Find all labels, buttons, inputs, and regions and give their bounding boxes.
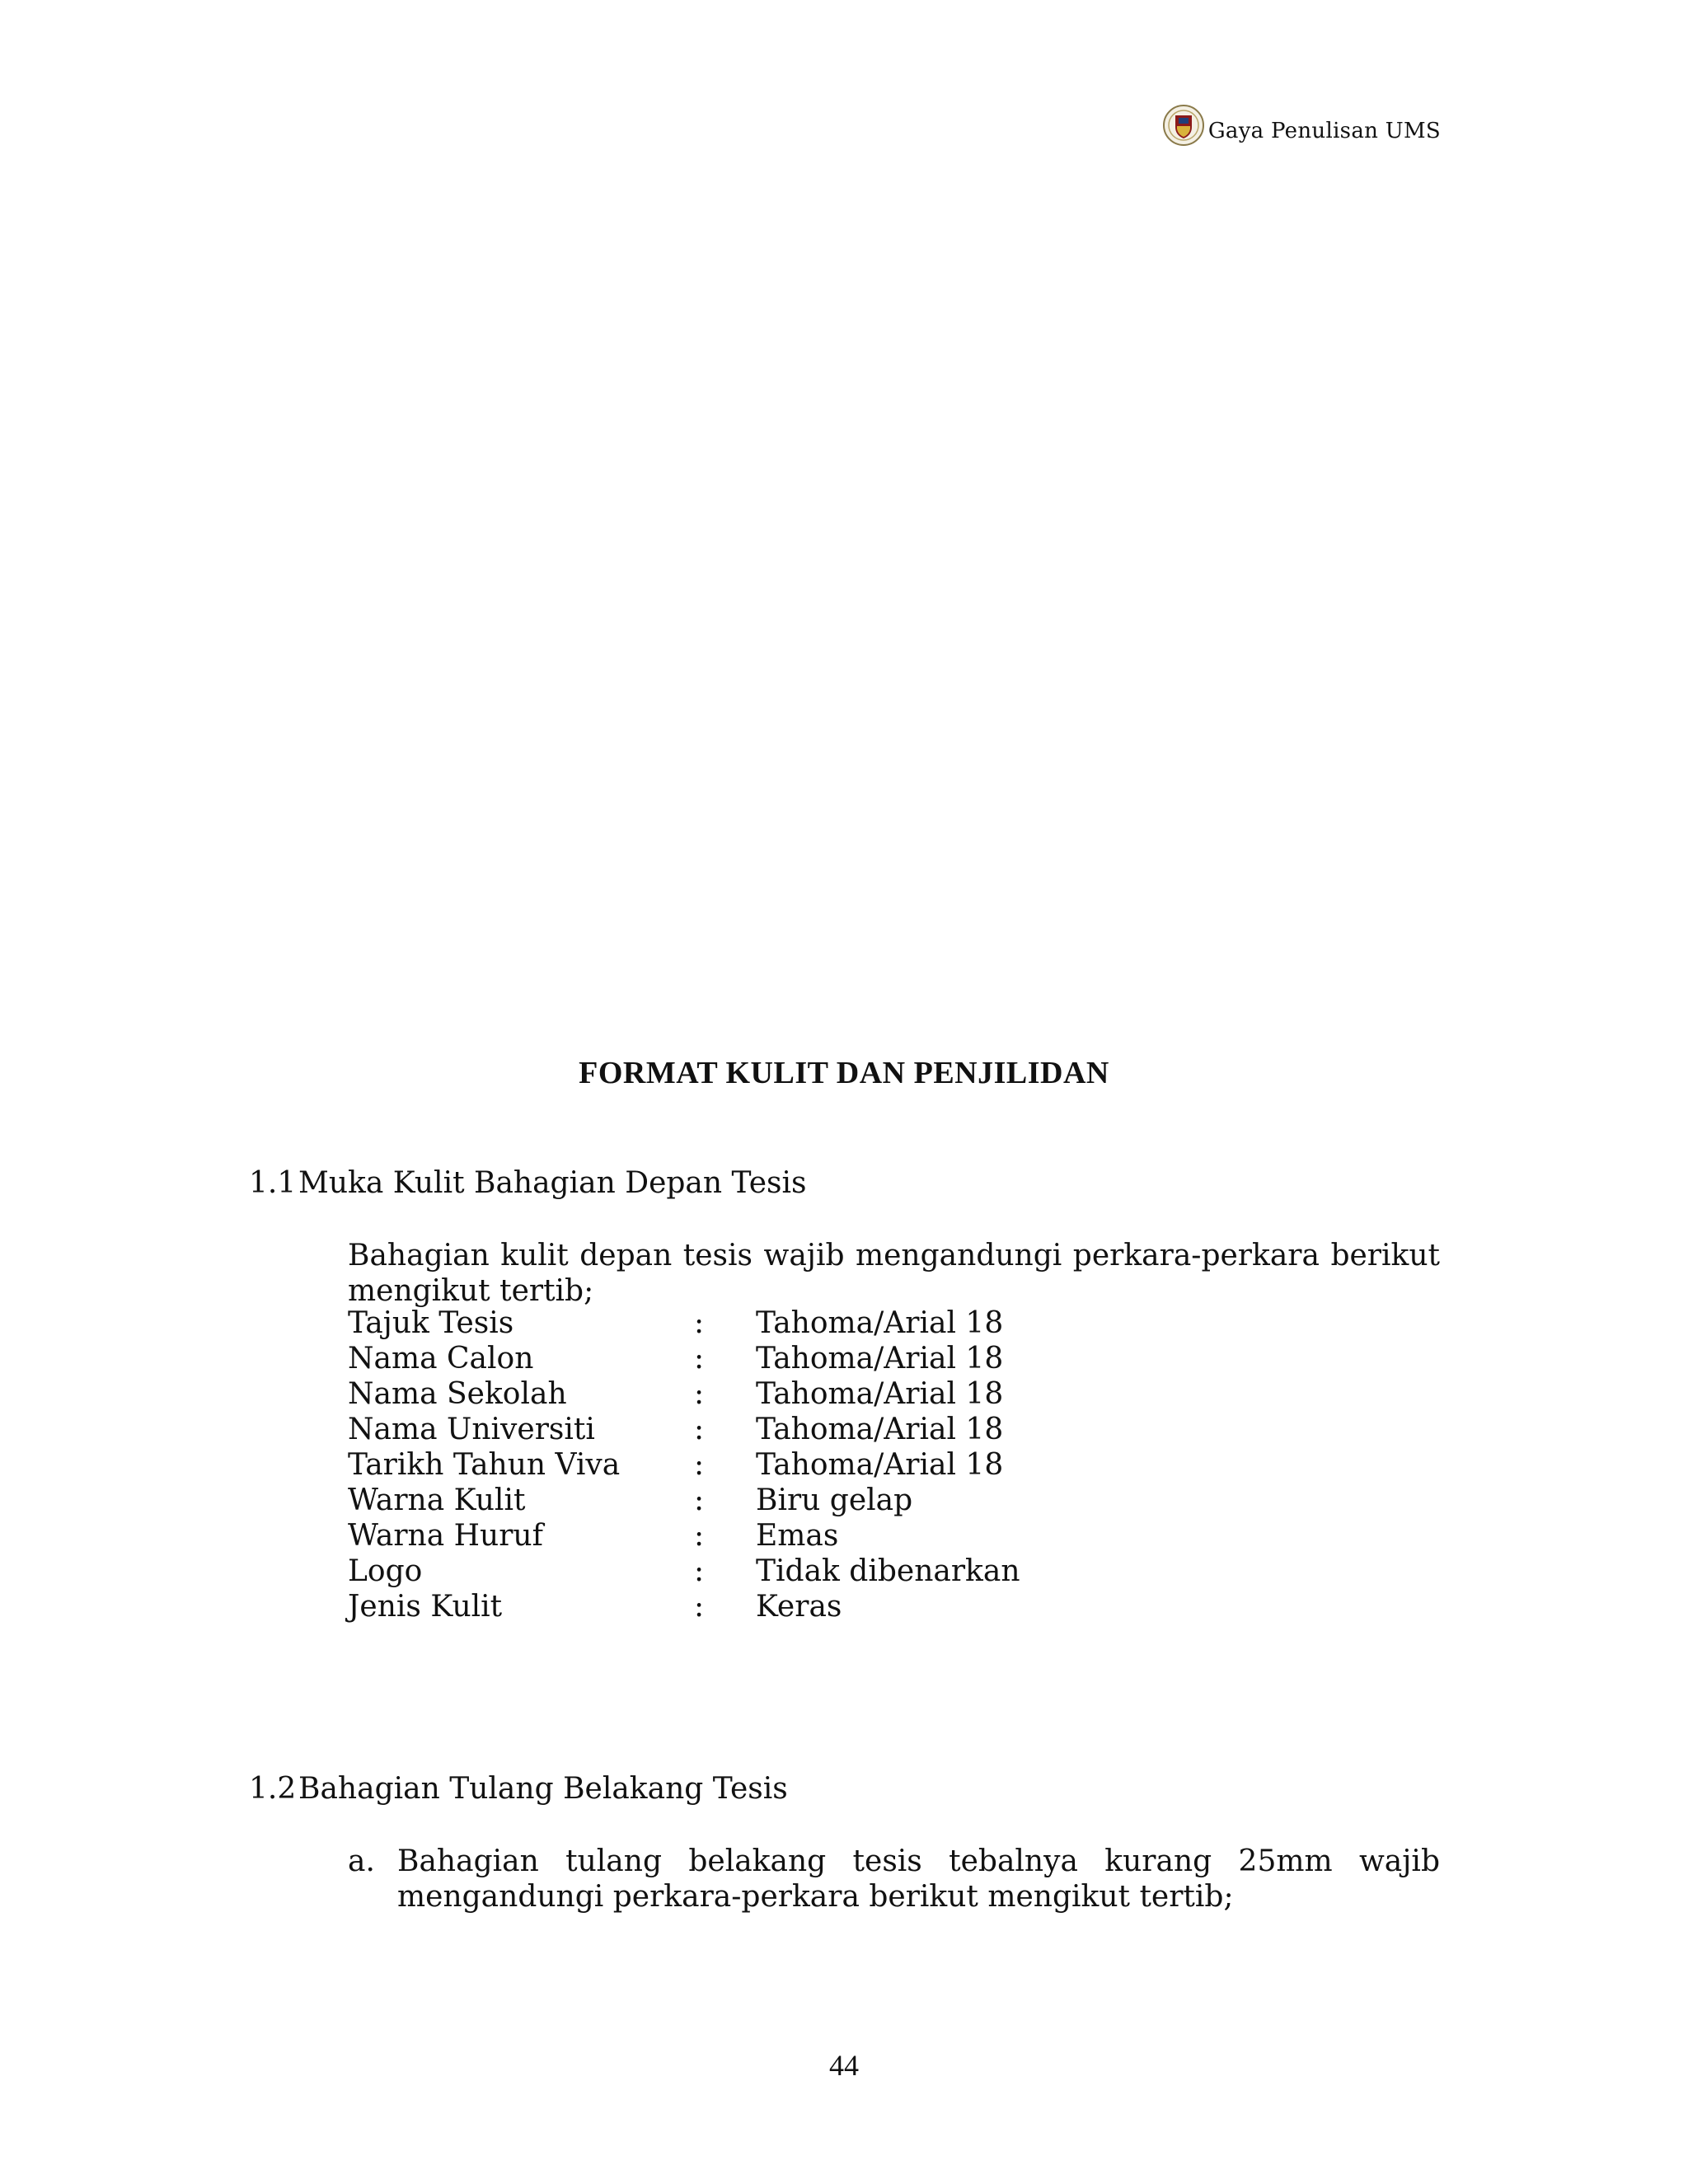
section-1-1-intro xyxy=(348,1238,1440,1309)
spec-colon: : xyxy=(694,1519,705,1553)
spec-row xyxy=(348,1518,1020,1554)
spec-value: Tahoma/Arial 18 xyxy=(756,1306,1004,1340)
spec-value: Emas xyxy=(756,1519,839,1553)
spec-value: Tahoma/Arial 18 xyxy=(756,1377,1004,1411)
spec-label: Nama Calon xyxy=(348,1342,534,1376)
spec-colon: : xyxy=(694,1590,705,1624)
spec-row xyxy=(348,1589,1020,1624)
page-number: 44 xyxy=(829,2049,859,2082)
spec-colon: : xyxy=(694,1342,705,1376)
paragraph-line: mengandungi perkara-perkara berikut mengikut tertib; xyxy=(397,1880,1234,1914)
section-title: Bahagian Tulang Belakang Tesis xyxy=(298,1772,788,1806)
spec-label: Tarikh Tahun Viva xyxy=(348,1448,621,1482)
list-item xyxy=(348,1844,1440,1915)
spec-label: Jenis Kulit xyxy=(348,1590,503,1624)
section-number: 1.1 xyxy=(249,1166,297,1200)
spec-label: Logo xyxy=(348,1554,423,1588)
section-1-2-heading xyxy=(249,1772,788,1806)
spec-label: Warna Huruf xyxy=(348,1519,543,1553)
page-header xyxy=(1162,115,1441,147)
spec-colon: : xyxy=(694,1306,705,1340)
spec-value: Keras xyxy=(756,1590,842,1624)
cover-spec-list xyxy=(348,1305,1020,1624)
spec-value: Tahoma/Arial 18 xyxy=(756,1413,1004,1446)
spec-label: Nama Universiti xyxy=(348,1413,595,1446)
spec-label: Tajuk Tesis xyxy=(348,1306,514,1340)
spec-value: Tahoma/Arial 18 xyxy=(756,1342,1004,1376)
spec-value: Tidak dibenarkan xyxy=(756,1554,1020,1588)
spec-row xyxy=(348,1447,1020,1483)
spec-colon: : xyxy=(694,1483,705,1517)
spec-label: Nama Sekolah xyxy=(348,1377,567,1411)
spec-row xyxy=(348,1305,1020,1341)
paragraph-line: Bahagian tulang belakang tesis tebalnya kurang 25mm wajib xyxy=(397,1844,1440,1878)
spec-row xyxy=(348,1483,1020,1518)
spec-colon: : xyxy=(694,1413,705,1446)
spec-colon: : xyxy=(694,1554,705,1588)
section-1-1-heading xyxy=(249,1166,807,1200)
spec-colon: : xyxy=(694,1448,705,1482)
ums-logo-icon xyxy=(1162,104,1205,147)
paragraph-line: mengikut tertib; xyxy=(348,1274,594,1308)
spec-row xyxy=(348,1412,1020,1447)
page-title: FORMAT KULIT DAN PENJILIDAN xyxy=(579,1056,1109,1090)
spec-row xyxy=(348,1554,1020,1589)
section-title: Muka Kulit Bahagian Depan Tesis xyxy=(298,1166,807,1200)
spec-row xyxy=(348,1376,1020,1412)
list-marker: a. xyxy=(348,1844,375,1878)
paragraph-line: Bahagian kulit depan tesis wajib mengandungi perkara-perkara berikut xyxy=(348,1239,1440,1272)
header-title: Gaya Penulisan UMS xyxy=(1207,119,1441,143)
spec-row xyxy=(348,1341,1020,1376)
spec-label: Warna Kulit xyxy=(348,1483,526,1517)
spec-value: Tahoma/Arial 18 xyxy=(756,1448,1004,1482)
spec-colon: : xyxy=(694,1377,705,1411)
section-number: 1.2 xyxy=(249,1772,297,1806)
list-item-body xyxy=(397,1844,1440,1915)
spec-value: Biru gelap xyxy=(756,1483,913,1517)
